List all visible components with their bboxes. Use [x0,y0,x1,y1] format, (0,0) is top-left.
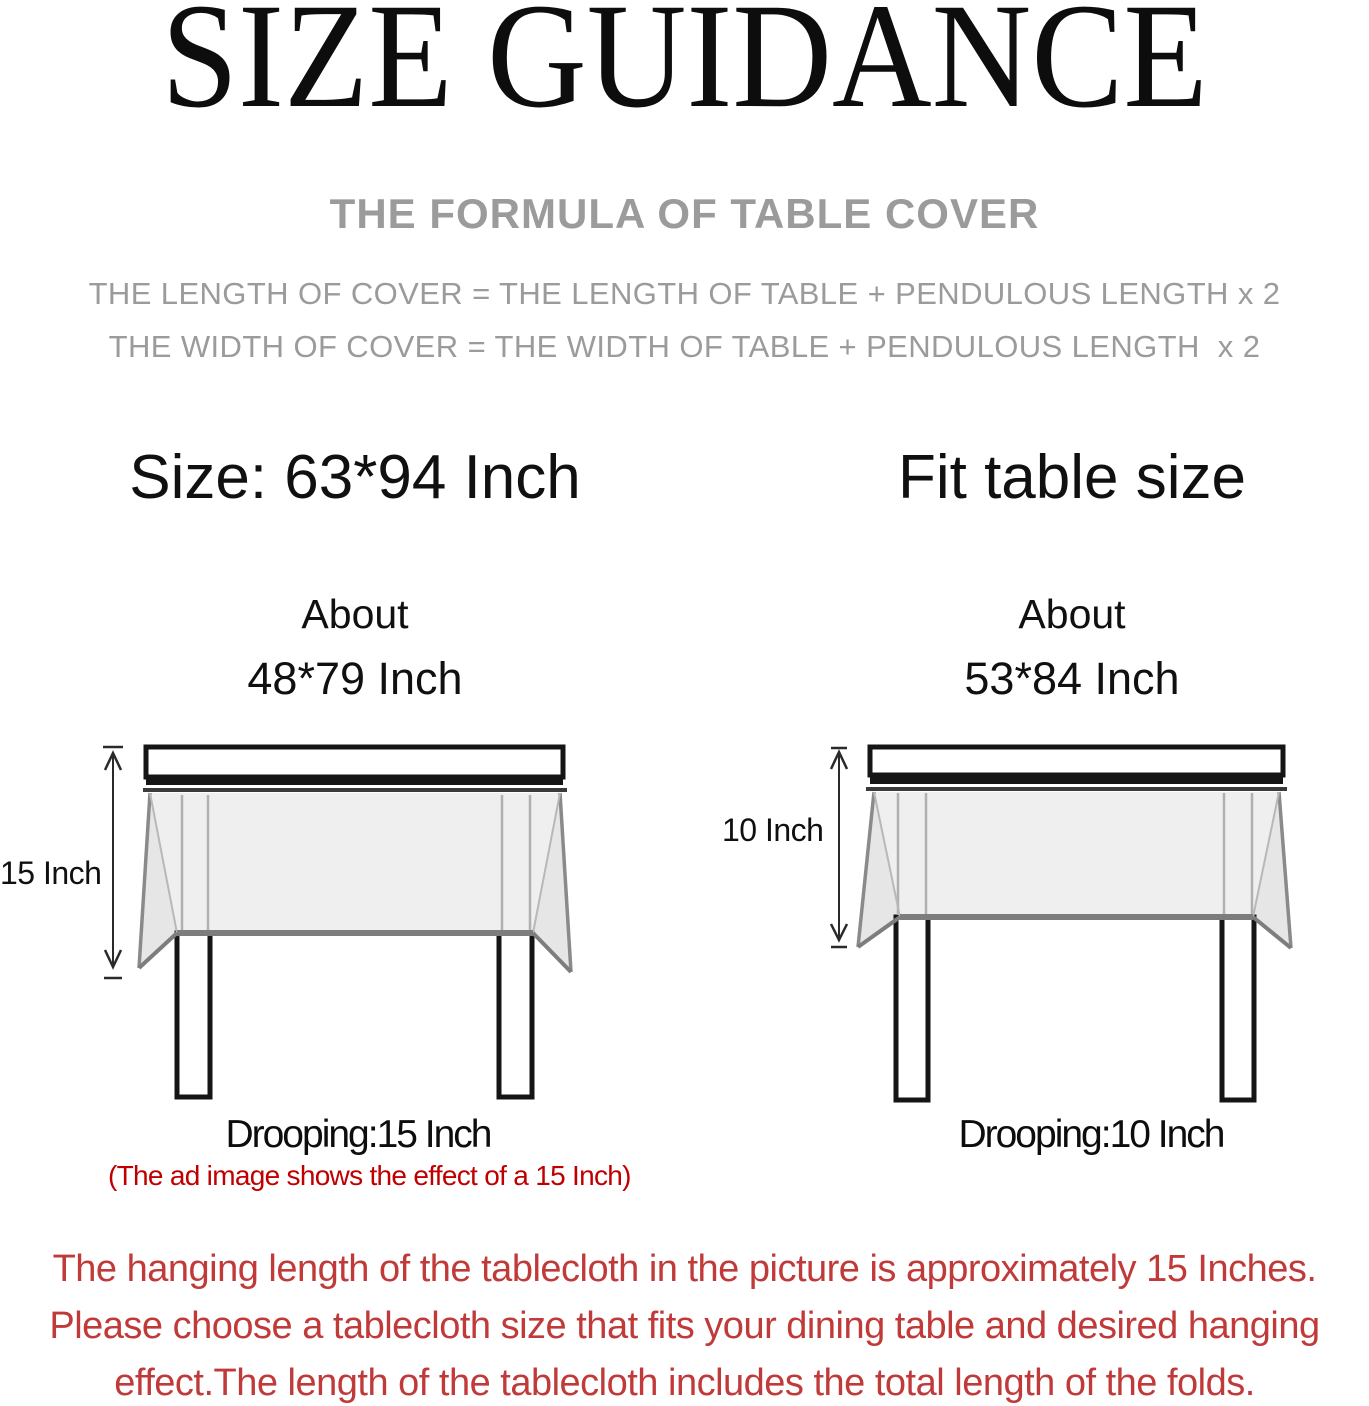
formula-line-width: THE WIDTH OF COVER = THE WIDTH OF TABLE + PENDULOUS LENGTH x 2 [108,329,1261,364]
tablecloth-front-panel [874,792,1279,917]
footer-line-2: Please choose a tablecloth size that fits your dining table and desired hanging [49,1305,1320,1347]
table-diagram-15-inch [0,735,620,1110]
drop-measure-arrow [831,748,847,947]
cover-about-label: About [301,591,409,637]
cover-size-heading: Size: 63*94 Inch [129,443,581,512]
cover-drooping-label: Drooping:15 Inch [225,1113,491,1156]
footer-line-1: The hanging length of the tablecloth in the picture is approximately 15 Inches. [52,1248,1317,1290]
fit-table-size-heading: Fit table size [897,443,1247,512]
cover-drop-length-label: 15 Inch [0,855,102,891]
tablecloth-front-panel [150,793,560,933]
formula-heading: THE FORMULA OF TABLE COVER [329,190,1040,237]
fit-drooping-label: Drooping:10 Inch [958,1113,1224,1156]
fit-dimensions: 53*84 Inch [964,653,1180,704]
formula-line-length: THE LENGTH OF COVER = THE LENGTH OF TABLE + PENDULOUS LENGTH x 2 [88,276,1281,311]
table-leg-front-right [499,933,532,1097]
drop-measure-arrow [103,747,123,978]
fit-drop-length-label: 10 Inch [722,812,824,848]
table-leg-front-left [177,933,210,1097]
page-title: SIZE GUIDANCE [161,0,1208,139]
ad-image-note: (The ad image shows the effect of a 15 Inch) [108,1160,631,1191]
tabletop [870,747,1283,775]
table-leg-front-right [1222,917,1254,1100]
tabletop [146,747,563,777]
table-leg-front-left [896,917,928,1100]
footer-disclaimer [0,1241,1369,1406]
footer-line-3: effect.The length of the tablecloth includes the total length of the folds. [114,1362,1255,1404]
fit-about-label: About [1018,591,1126,637]
cover-dimensions: 48*79 Inch [247,653,463,704]
table-diagram-10-inch [700,735,1369,1110]
